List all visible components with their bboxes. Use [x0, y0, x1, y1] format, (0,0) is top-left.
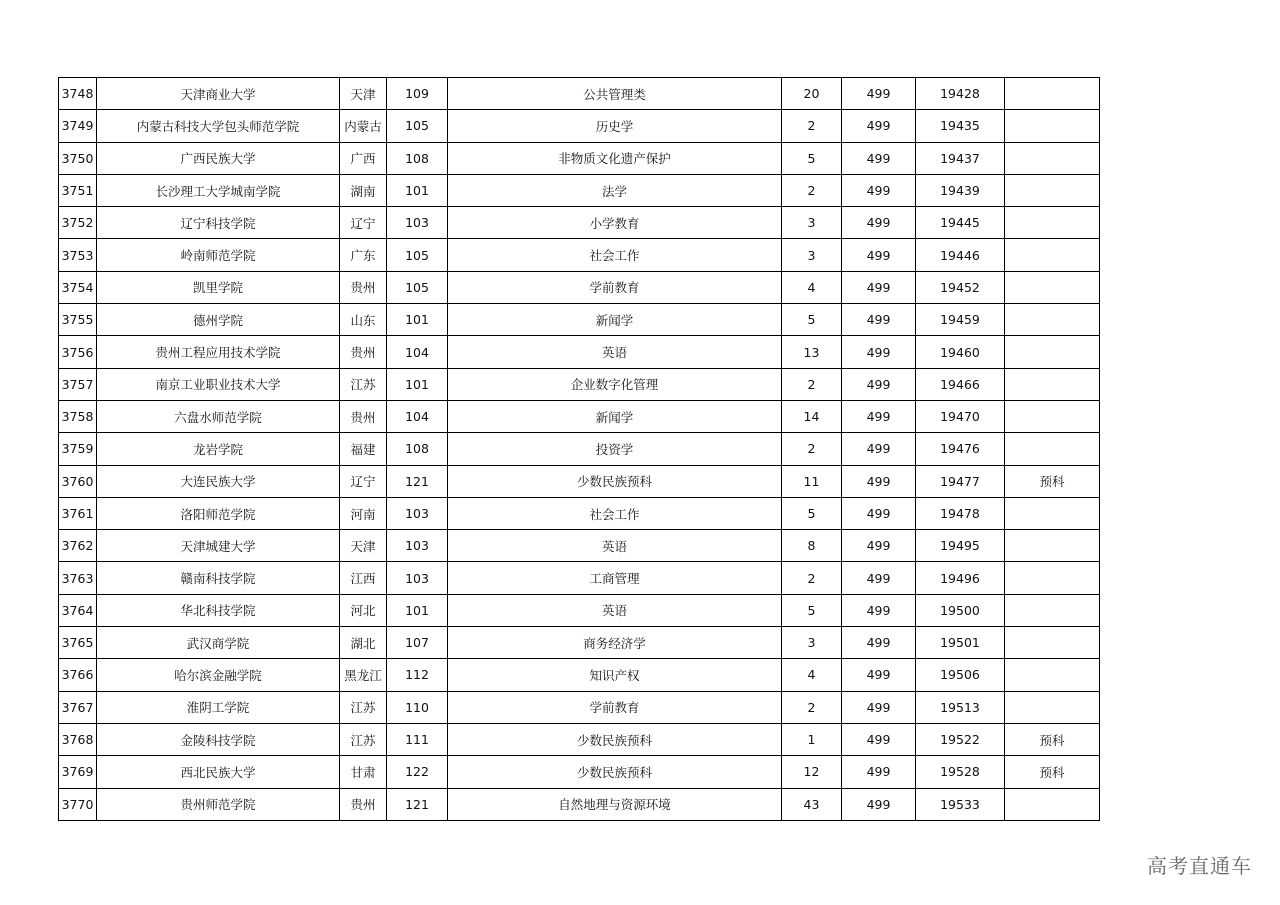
province-cell: 黑龙江 [340, 659, 387, 691]
school-name-cell: 德州学院 [97, 304, 340, 336]
row-id-cell: 3758 [59, 400, 97, 432]
count-cell: 20 [782, 78, 842, 110]
table-row [59, 400, 1100, 432]
rank-cell: 19477 [916, 465, 1005, 497]
note-cell [1005, 627, 1100, 659]
school-name-cell: 贵州师范学院 [97, 788, 340, 820]
row-id-cell: 3762 [59, 530, 97, 562]
major-cell: 工商管理 [448, 562, 782, 594]
province-cell: 河南 [340, 497, 387, 529]
score-cell: 499 [842, 788, 916, 820]
province-cell: 贵州 [340, 271, 387, 303]
province-cell: 江苏 [340, 368, 387, 400]
rank-cell: 19446 [916, 239, 1005, 271]
table-row [59, 594, 1100, 626]
rank-cell: 19428 [916, 78, 1005, 110]
rank-cell: 19513 [916, 691, 1005, 723]
row-id-cell: 3763 [59, 562, 97, 594]
code-cell: 103 [387, 530, 448, 562]
row-id-cell: 3759 [59, 433, 97, 465]
table-row [59, 174, 1100, 206]
row-id-cell: 3769 [59, 756, 97, 788]
province-cell: 湖北 [340, 627, 387, 659]
note-cell [1005, 174, 1100, 206]
school-name-cell: 龙岩学院 [97, 433, 340, 465]
table-row [59, 756, 1100, 788]
major-cell: 非物质文化遗产保护 [448, 142, 782, 174]
code-cell: 105 [387, 239, 448, 271]
major-cell: 小学教育 [448, 207, 782, 239]
score-cell: 499 [842, 497, 916, 529]
school-name-cell: 赣南科技学院 [97, 562, 340, 594]
major-cell: 社会工作 [448, 497, 782, 529]
score-cell: 499 [842, 174, 916, 206]
row-id-cell: 3755 [59, 304, 97, 336]
code-cell: 104 [387, 336, 448, 368]
table-row [59, 627, 1100, 659]
row-id-cell: 3764 [59, 594, 97, 626]
major-cell: 英语 [448, 530, 782, 562]
note-cell [1005, 788, 1100, 820]
code-cell: 103 [387, 562, 448, 594]
note-cell [1005, 691, 1100, 723]
count-cell: 43 [782, 788, 842, 820]
score-cell: 499 [842, 368, 916, 400]
table-row [59, 207, 1100, 239]
score-cell: 499 [842, 691, 916, 723]
province-cell: 广西 [340, 142, 387, 174]
score-cell: 499 [842, 271, 916, 303]
count-cell: 2 [782, 562, 842, 594]
rank-cell: 19466 [916, 368, 1005, 400]
note-cell [1005, 433, 1100, 465]
major-cell: 公共管理类 [448, 78, 782, 110]
row-id-cell: 3761 [59, 497, 97, 529]
code-cell: 104 [387, 400, 448, 432]
province-cell: 天津 [340, 78, 387, 110]
score-cell: 499 [842, 465, 916, 497]
count-cell: 5 [782, 497, 842, 529]
school-name-cell: 内蒙古科技大学包头师范学院 [97, 110, 340, 142]
major-cell: 学前教育 [448, 691, 782, 723]
note-cell [1005, 562, 1100, 594]
rank-cell: 19478 [916, 497, 1005, 529]
note-cell [1005, 497, 1100, 529]
count-cell: 8 [782, 530, 842, 562]
school-name-cell: 华北科技学院 [97, 594, 340, 626]
count-cell: 3 [782, 239, 842, 271]
province-cell: 广东 [340, 239, 387, 271]
rank-cell: 19500 [916, 594, 1005, 626]
rank-cell: 19476 [916, 433, 1005, 465]
table-row [59, 562, 1100, 594]
rank-cell: 19445 [916, 207, 1005, 239]
count-cell: 2 [782, 433, 842, 465]
score-cell: 499 [842, 627, 916, 659]
school-name-cell: 凯里学院 [97, 271, 340, 303]
count-cell: 5 [782, 304, 842, 336]
code-cell: 122 [387, 756, 448, 788]
row-id-cell: 3765 [59, 627, 97, 659]
province-cell: 湖南 [340, 174, 387, 206]
table-row [59, 271, 1100, 303]
watermark-text: 高考直通车 [1147, 854, 1252, 878]
province-cell: 江西 [340, 562, 387, 594]
major-cell: 自然地理与资源环境 [448, 788, 782, 820]
row-id-cell: 3766 [59, 659, 97, 691]
count-cell: 2 [782, 691, 842, 723]
rank-cell: 19501 [916, 627, 1005, 659]
row-id-cell: 3752 [59, 207, 97, 239]
major-cell: 社会工作 [448, 239, 782, 271]
table-row [59, 239, 1100, 271]
table-row [59, 368, 1100, 400]
score-cell: 499 [842, 336, 916, 368]
rank-cell: 19495 [916, 530, 1005, 562]
school-name-cell: 天津城建大学 [97, 530, 340, 562]
note-cell [1005, 368, 1100, 400]
major-cell: 法学 [448, 174, 782, 206]
note-cell [1005, 271, 1100, 303]
code-cell: 101 [387, 594, 448, 626]
major-cell: 商务经济学 [448, 627, 782, 659]
major-cell: 知识产权 [448, 659, 782, 691]
row-id-cell: 3767 [59, 691, 97, 723]
rank-cell: 19435 [916, 110, 1005, 142]
rank-cell: 19533 [916, 788, 1005, 820]
note-cell: 预科 [1005, 723, 1100, 755]
row-id-cell: 3756 [59, 336, 97, 368]
count-cell: 2 [782, 110, 842, 142]
table-row [59, 304, 1100, 336]
row-id-cell: 3751 [59, 174, 97, 206]
rank-cell: 19528 [916, 756, 1005, 788]
table-row [59, 691, 1100, 723]
province-cell: 福建 [340, 433, 387, 465]
row-id-cell: 3760 [59, 465, 97, 497]
count-cell: 11 [782, 465, 842, 497]
count-cell: 12 [782, 756, 842, 788]
table-row [59, 336, 1100, 368]
count-cell: 2 [782, 174, 842, 206]
note-cell [1005, 110, 1100, 142]
school-name-cell: 南京工业职业技术大学 [97, 368, 340, 400]
province-cell: 辽宁 [340, 207, 387, 239]
score-cell: 499 [842, 433, 916, 465]
row-id-cell: 3770 [59, 788, 97, 820]
count-cell: 3 [782, 207, 842, 239]
rank-cell: 19470 [916, 400, 1005, 432]
score-cell: 499 [842, 207, 916, 239]
major-cell: 投资学 [448, 433, 782, 465]
province-cell: 河北 [340, 594, 387, 626]
code-cell: 121 [387, 465, 448, 497]
note-cell [1005, 594, 1100, 626]
admission-table-container [58, 77, 1100, 821]
rank-cell: 19496 [916, 562, 1005, 594]
count-cell: 4 [782, 659, 842, 691]
score-cell: 499 [842, 239, 916, 271]
note-cell [1005, 304, 1100, 336]
score-cell: 499 [842, 110, 916, 142]
code-cell: 107 [387, 627, 448, 659]
note-cell [1005, 336, 1100, 368]
code-cell: 101 [387, 368, 448, 400]
score-cell: 499 [842, 659, 916, 691]
row-id-cell: 3757 [59, 368, 97, 400]
school-name-cell: 大连民族大学 [97, 465, 340, 497]
table-row [59, 659, 1100, 691]
code-cell: 103 [387, 207, 448, 239]
school-name-cell: 洛阳师范学院 [97, 497, 340, 529]
note-cell [1005, 400, 1100, 432]
rank-cell: 19522 [916, 723, 1005, 755]
score-cell: 499 [842, 400, 916, 432]
table-row [59, 497, 1100, 529]
table-body [59, 78, 1100, 821]
code-cell: 111 [387, 723, 448, 755]
school-name-cell: 广西民族大学 [97, 142, 340, 174]
major-cell: 英语 [448, 594, 782, 626]
note-cell [1005, 530, 1100, 562]
code-cell: 121 [387, 788, 448, 820]
school-name-cell: 贵州工程应用技术学院 [97, 336, 340, 368]
rank-cell: 19452 [916, 271, 1005, 303]
school-name-cell: 武汉商学院 [97, 627, 340, 659]
score-cell: 499 [842, 723, 916, 755]
table-row [59, 110, 1100, 142]
code-cell: 101 [387, 304, 448, 336]
note-cell [1005, 239, 1100, 271]
score-cell: 499 [842, 304, 916, 336]
count-cell: 4 [782, 271, 842, 303]
major-cell: 英语 [448, 336, 782, 368]
major-cell: 历史学 [448, 110, 782, 142]
school-name-cell: 西北民族大学 [97, 756, 340, 788]
province-cell: 江苏 [340, 723, 387, 755]
code-cell: 110 [387, 691, 448, 723]
table-row [59, 788, 1100, 820]
school-name-cell: 长沙理工大学城南学院 [97, 174, 340, 206]
rank-cell: 19437 [916, 142, 1005, 174]
school-name-cell: 哈尔滨金融学院 [97, 659, 340, 691]
major-cell: 少数民族预科 [448, 756, 782, 788]
table-row [59, 465, 1100, 497]
table-row [59, 530, 1100, 562]
province-cell: 贵州 [340, 788, 387, 820]
row-id-cell: 3754 [59, 271, 97, 303]
code-cell: 105 [387, 110, 448, 142]
note-cell [1005, 659, 1100, 691]
province-cell: 辽宁 [340, 465, 387, 497]
table-row [59, 78, 1100, 110]
province-cell: 山东 [340, 304, 387, 336]
row-id-cell: 3749 [59, 110, 97, 142]
province-cell: 内蒙古 [340, 110, 387, 142]
table-row [59, 433, 1100, 465]
school-name-cell: 辽宁科技学院 [97, 207, 340, 239]
province-cell: 贵州 [340, 400, 387, 432]
province-cell: 甘肃 [340, 756, 387, 788]
rank-cell: 19460 [916, 336, 1005, 368]
note-cell: 预科 [1005, 465, 1100, 497]
code-cell: 108 [387, 433, 448, 465]
rank-cell: 19506 [916, 659, 1005, 691]
score-cell: 499 [842, 530, 916, 562]
row-id-cell: 3750 [59, 142, 97, 174]
note-cell [1005, 78, 1100, 110]
code-cell: 105 [387, 271, 448, 303]
admission-table [58, 77, 1100, 821]
school-name-cell: 淮阴工学院 [97, 691, 340, 723]
note-cell [1005, 207, 1100, 239]
province-cell: 江苏 [340, 691, 387, 723]
row-id-cell: 3753 [59, 239, 97, 271]
major-cell: 少数民族预科 [448, 723, 782, 755]
code-cell: 112 [387, 659, 448, 691]
score-cell: 499 [842, 756, 916, 788]
count-cell: 13 [782, 336, 842, 368]
row-id-cell: 3768 [59, 723, 97, 755]
count-cell: 3 [782, 627, 842, 659]
school-name-cell: 六盘水师范学院 [97, 400, 340, 432]
school-name-cell: 金陵科技学院 [97, 723, 340, 755]
school-name-cell: 天津商业大学 [97, 78, 340, 110]
score-cell: 499 [842, 562, 916, 594]
count-cell: 5 [782, 594, 842, 626]
count-cell: 5 [782, 142, 842, 174]
code-cell: 101 [387, 174, 448, 206]
major-cell: 学前教育 [448, 271, 782, 303]
count-cell: 14 [782, 400, 842, 432]
table-row [59, 142, 1100, 174]
code-cell: 108 [387, 142, 448, 174]
rank-cell: 19439 [916, 174, 1005, 206]
major-cell: 新闻学 [448, 304, 782, 336]
score-cell: 499 [842, 594, 916, 626]
code-cell: 103 [387, 497, 448, 529]
note-cell: 预科 [1005, 756, 1100, 788]
major-cell: 新闻学 [448, 400, 782, 432]
table-row [59, 723, 1100, 755]
province-cell: 天津 [340, 530, 387, 562]
row-id-cell: 3748 [59, 78, 97, 110]
score-cell: 499 [842, 78, 916, 110]
count-cell: 2 [782, 368, 842, 400]
major-cell: 少数民族预科 [448, 465, 782, 497]
province-cell: 贵州 [340, 336, 387, 368]
note-cell [1005, 142, 1100, 174]
score-cell: 499 [842, 142, 916, 174]
school-name-cell: 岭南师范学院 [97, 239, 340, 271]
count-cell: 1 [782, 723, 842, 755]
rank-cell: 19459 [916, 304, 1005, 336]
code-cell: 109 [387, 78, 448, 110]
major-cell: 企业数字化管理 [448, 368, 782, 400]
